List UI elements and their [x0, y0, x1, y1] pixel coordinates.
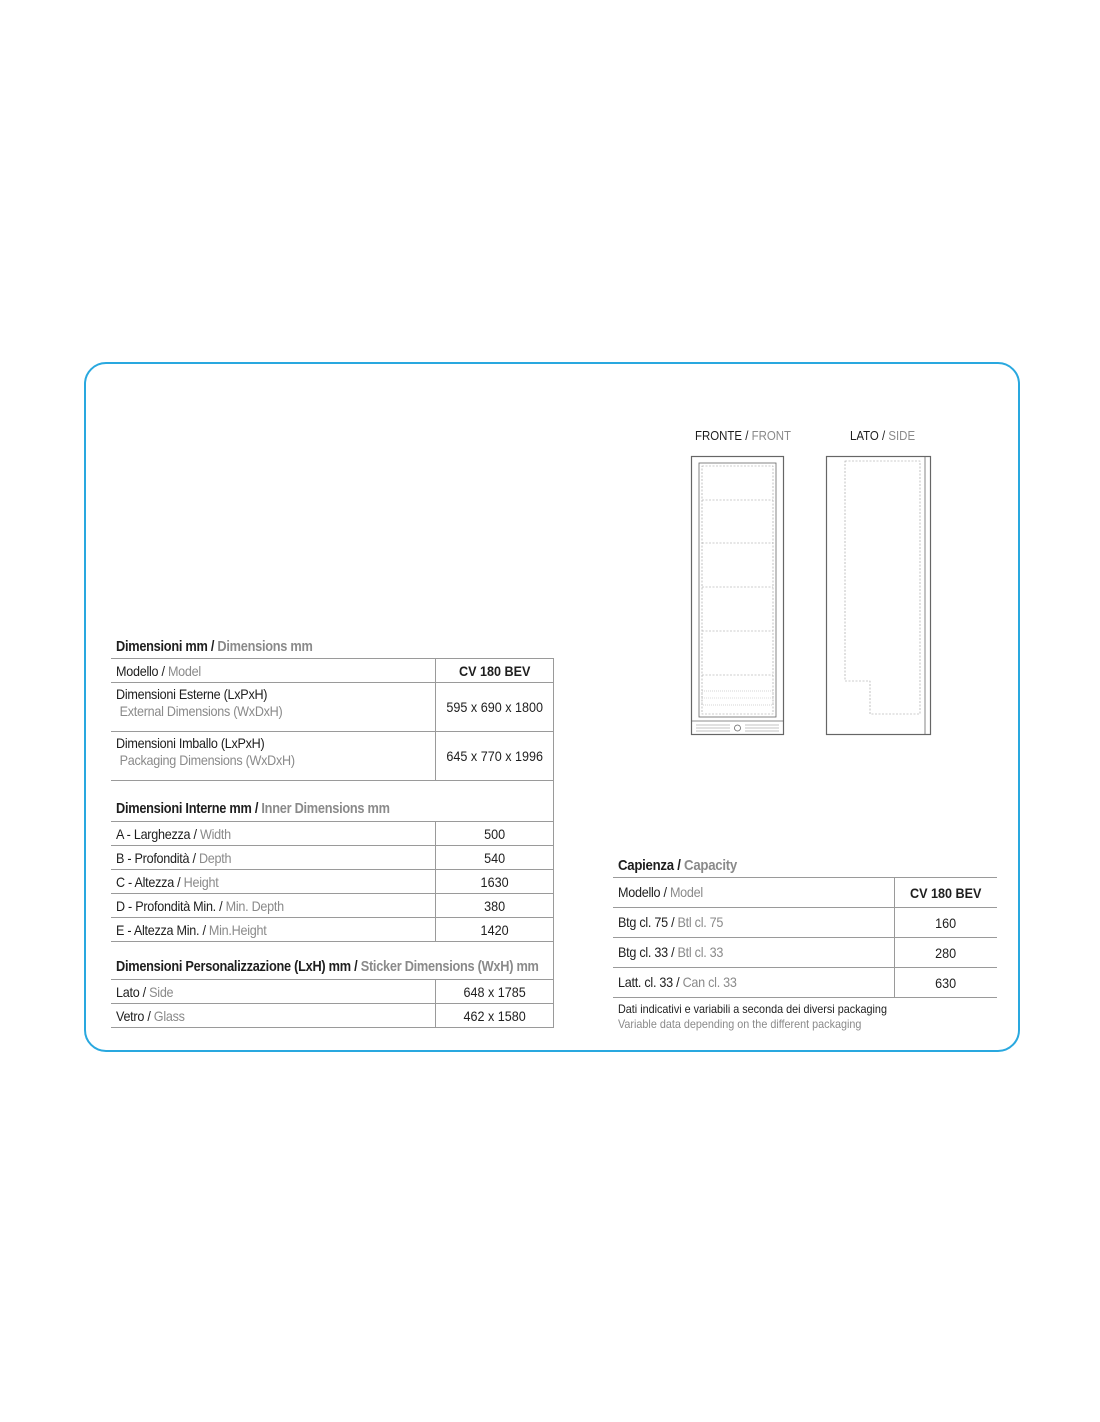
- side-view-drawing: [825, 455, 937, 737]
- dimensions-table: [111, 636, 554, 1028]
- dimensions-title: Dimensioni mm / Dimensions mm: [116, 639, 313, 655]
- table-row: Latt. cl. 33 / Can cl. 33 630: [613, 967, 997, 997]
- packaging-dimensions-row: Dimensioni Imballo (LxPxH) Packaging Dimensions (WxDxH) 645 x 770 x 1996: [111, 731, 553, 780]
- table-row: Vetro / Glass 462 x 1580: [111, 1003, 553, 1027]
- external-dimensions-row: Dimensioni Esterne (LxPxH) External Dimensions (WxDxH) 595 x 690 x 1800: [111, 682, 553, 731]
- capacity-header-row: Modello / Model CV 180 BEV: [613, 877, 997, 907]
- table-row: Btg cl. 33 / Btl cl. 33 280: [613, 937, 997, 967]
- table-row: B - Profondità / Depth 540: [111, 845, 553, 869]
- table-row: D - Profondità Min. / Min. Depth 380: [111, 893, 553, 917]
- side-view-label: LATO / SIDE: [850, 428, 916, 443]
- capacity-title: Capienza / Capacity: [618, 857, 737, 874]
- table-row: Btg cl. 75 / Btl cl. 75 160: [613, 907, 997, 937]
- table-row: Lato / Side 648 x 1785: [111, 979, 553, 1003]
- table-row: C - Altezza / Height 1630: [111, 869, 553, 893]
- front-view-label: FRONTE / FRONT: [695, 428, 791, 443]
- front-view-drawing: [690, 455, 786, 737]
- capacity-note: Dati indicativi e variabili a seconda dei diversi packaging Variable data depending on the different packaging: [618, 1002, 887, 1031]
- table-row: A - Larghezza / Width 500: [111, 821, 553, 845]
- sticker-dimensions-title: Dimensioni Personalizzazione (LxH) mm / Sticker Dimensions (WxH) mm: [111, 941, 554, 979]
- table-row: E - Altezza Min. / Min.Height 1420: [111, 917, 553, 941]
- inner-dimensions-title: Dimensioni Interne mm / Inner Dimensions mm: [111, 780, 554, 821]
- capacity-table: [613, 853, 997, 1032]
- model-header-row: Modello / Model CV 180 BEV: [111, 658, 553, 682]
